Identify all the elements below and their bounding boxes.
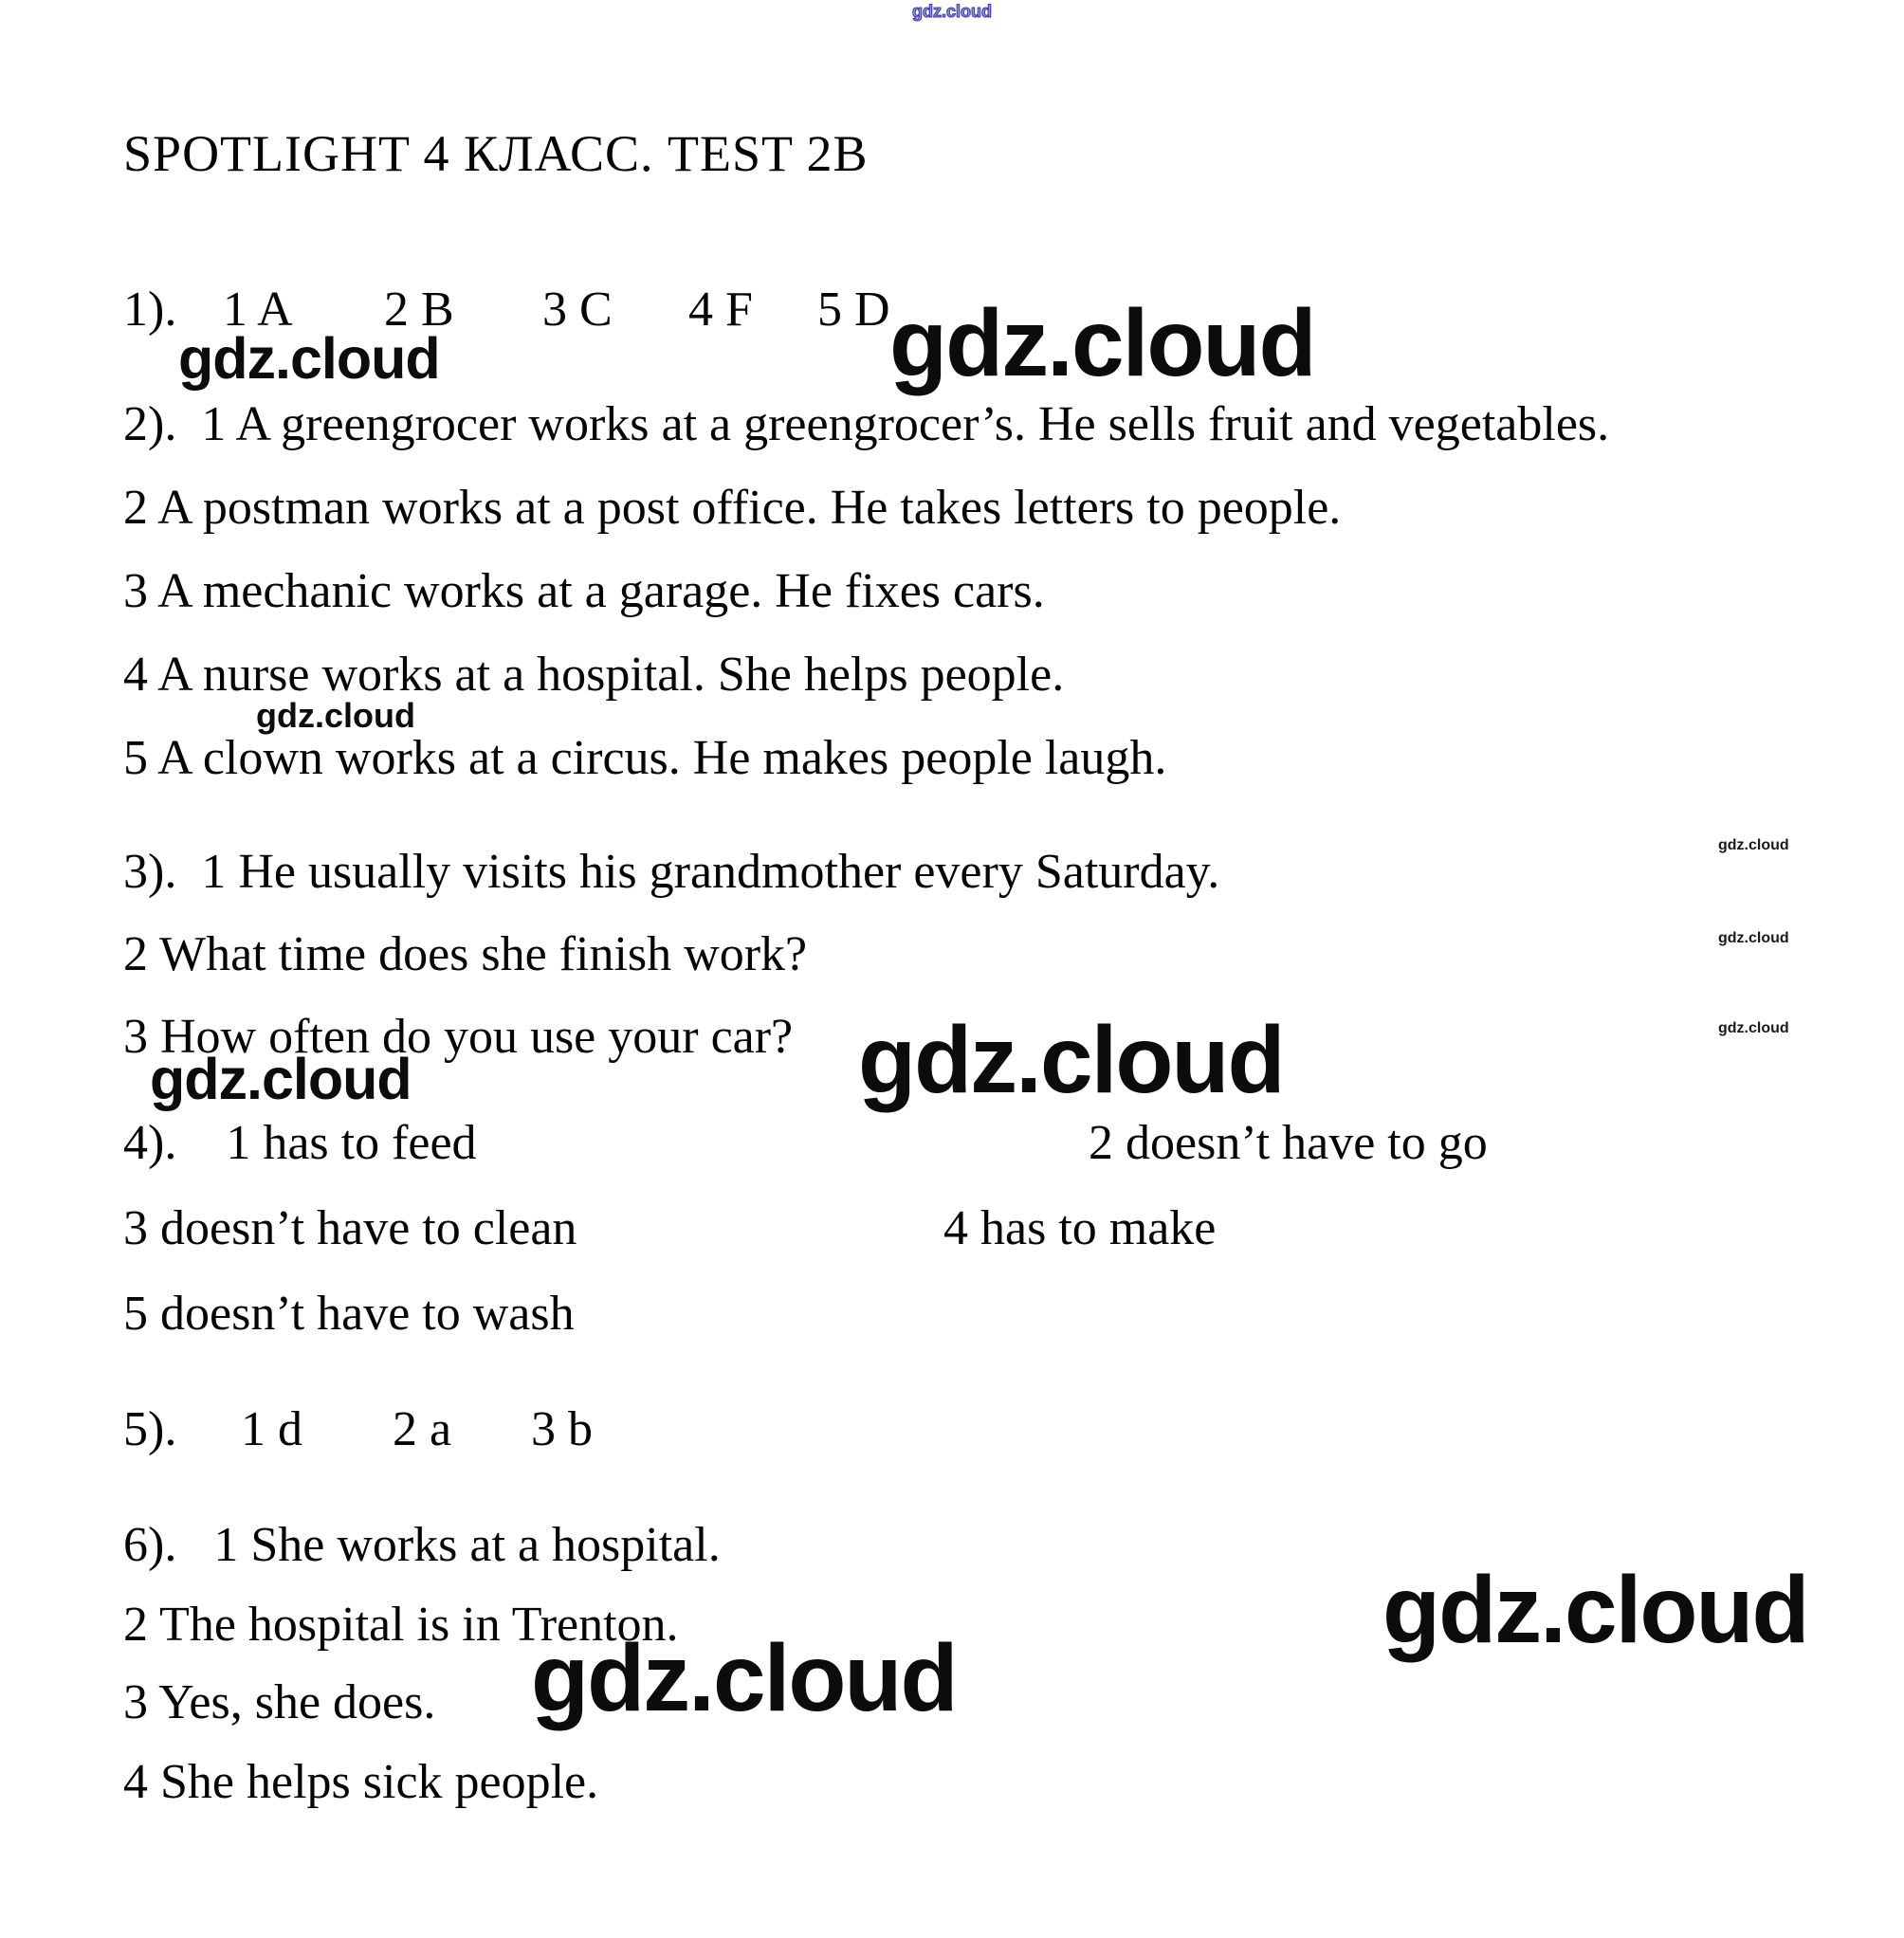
section-1-prefix: 1).	[123, 283, 177, 337]
watermark-left-upper: gdz.cloud	[178, 326, 440, 391]
section-4-answer: 4). 1 has to feed	[123, 1116, 477, 1170]
section-2-line: 5 A clown works at a circus. He makes people laugh.	[123, 731, 1167, 785]
section-4-answer: 4 has to make	[943, 1201, 1217, 1255]
section-5-row	[0, 1401, 1904, 1462]
section-4-row	[0, 1200, 1904, 1261]
watermark-tiny-right: gdz.cloud	[1718, 837, 1789, 853]
section-1-answer: 4 F	[688, 283, 753, 337]
watermark-small-clown: gdz.cloud	[256, 696, 415, 735]
section-2-line: 4 A nurse works at a hospital. She helps people.	[123, 648, 1065, 702]
watermark-left-lower: gdz.cloud	[150, 1047, 412, 1111]
section-6-line: 2 The hospital is in Trenton.	[123, 1598, 679, 1652]
section-3-line: 2 What time does she finish work?	[123, 927, 808, 981]
section-1-answer: 5 D	[817, 283, 890, 337]
section-1-answer: 3 C	[542, 283, 613, 337]
section-6-line: 6). 1 She works at a hospital.	[123, 1518, 721, 1572]
watermark-big-bottom-right: gdz.cloud	[1382, 1557, 1808, 1663]
watermark-top-blue: gdz.cloud	[912, 2, 992, 21]
watermark-big-top: gdz.cloud	[889, 290, 1315, 396]
section-4-row	[0, 1115, 1904, 1176]
section-1-answer: 2 B	[384, 283, 454, 337]
watermark-tiny-right: gdz.cloud	[1718, 1020, 1789, 1036]
section-3-line: 3 How often do you use your car?	[123, 1010, 794, 1064]
section-2-line: 2). 1 A greengrocer works at a greengrocer’s. He sells fruit and vegetables.	[123, 397, 1610, 451]
watermark-big-middle: gdz.cloud	[858, 1007, 1284, 1113]
section-1-answer: 1 A	[223, 283, 293, 337]
section-6-line: 3 Yes, she does.	[123, 1675, 436, 1729]
section-4-answer: 5 doesn’t have to wash	[123, 1287, 575, 1341]
section-2-line: 2 A postman works at a post office. He takes letters to people.	[123, 481, 1342, 535]
watermark-big-bottom-center: gdz.cloud	[531, 1625, 957, 1731]
section-3-line: 3). 1 He usually visits his grandmother every Saturday.	[123, 845, 1220, 899]
section-6-line: 4 She helps sick people.	[123, 1755, 599, 1809]
watermark-tiny-right: gdz.cloud	[1718, 930, 1789, 946]
section-2-line: 3 A mechanic works at a garage. He fixes cars.	[123, 564, 1045, 618]
section-5-answer: 2 a	[393, 1402, 452, 1456]
section-5-prefix: 5).	[123, 1402, 177, 1456]
section-4-answer: 2 doesn’t have to go	[1089, 1116, 1488, 1170]
section-5-answer: 3 b	[531, 1402, 593, 1456]
section-4-answer: 3 doesn’t have to clean	[123, 1201, 577, 1255]
section-4-row	[0, 1286, 1904, 1346]
section-5-answer: 1 d	[241, 1402, 302, 1456]
page-title: SPOTLIGHT 4 КЛАСС. TEST 2B	[123, 125, 869, 182]
